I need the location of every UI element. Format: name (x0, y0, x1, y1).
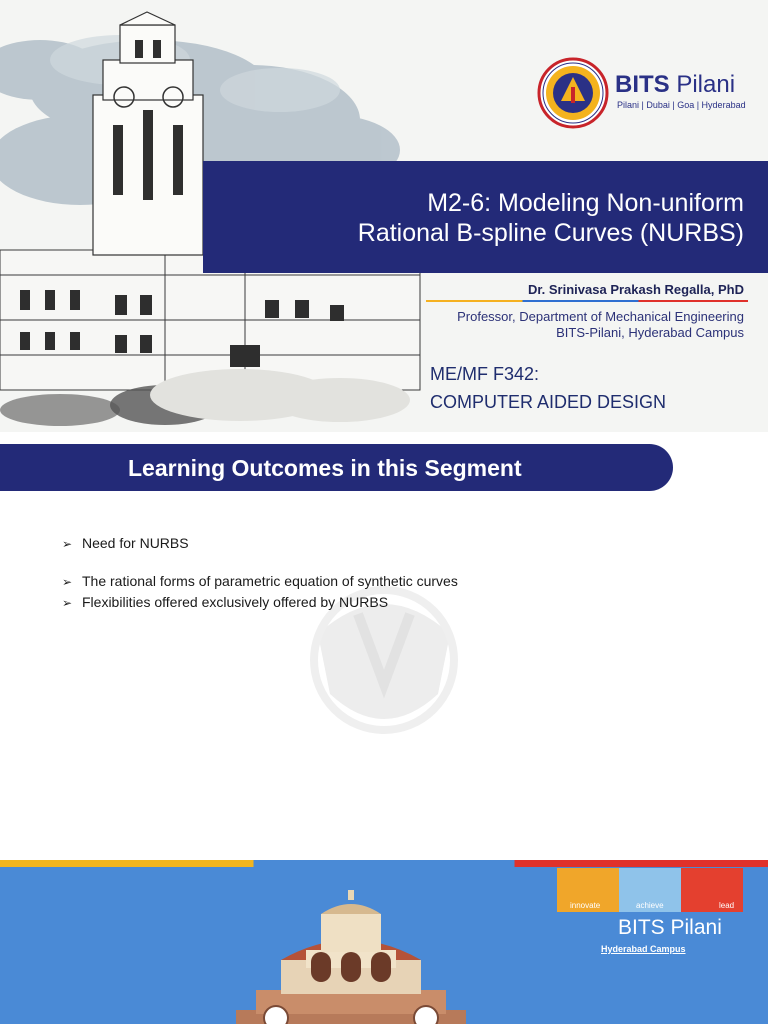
affiliation-line-1: Professor, Department of Mechanical Engineering (457, 309, 744, 324)
tile-achieve-label: achieve (636, 901, 664, 910)
course-name: COMPUTER AIDED DESIGN (430, 392, 667, 412)
section-header-title: Learning Outcomes in this Segment (128, 455, 522, 481)
title-slide (0, 0, 768, 432)
logo-wordmark (615, 71, 735, 99)
affiliation-line-2: BITS-Pilani, Hyderabad Campus (556, 325, 744, 340)
slide-title-line-1: M2-6: Modeling Non-uniform (427, 189, 744, 217)
list-item (62, 573, 458, 589)
list-item-text: Flexibilities offered exclusively offered by NURBS (82, 594, 389, 610)
title-band (203, 161, 768, 273)
tile-lead (681, 868, 743, 912)
bullet-arrow-icon: ➢ (62, 575, 73, 589)
author-divider (426, 300, 748, 302)
clock-tower-illustration (236, 890, 466, 1024)
bits-pilani-logo (537, 57, 746, 135)
tile-innovate-label: innovate (570, 901, 601, 910)
list-item-text: Need for NURBS (82, 535, 189, 551)
tile-achieve (619, 868, 681, 912)
closing-slide (0, 860, 768, 1024)
closing-logo-name: BITS Pilani (618, 916, 722, 939)
list-item-text: The rational forms of parametric equation of synthetic curves (82, 573, 458, 589)
section-header-band (0, 444, 673, 491)
learning-outcomes-slide (0, 444, 768, 860)
motto-tiles (557, 868, 743, 912)
tile-lead-label: lead (719, 901, 735, 910)
color-stripe (0, 860, 768, 867)
bullet-arrow-icon: ➢ (62, 596, 73, 610)
logo-name-regular: Pilani (676, 71, 736, 98)
bullet-arrow-icon: ➢ (62, 537, 73, 551)
tile-innovate (557, 868, 619, 912)
slide-title-line-2: Rational B-spline Curves (NURBS) (357, 219, 744, 247)
logo-locations: Pilani | Dubai | Goa | Hyderabad (617, 100, 746, 110)
closing-campus-link: Hyderabad Campus (601, 944, 686, 954)
logo-name-bold: BITS (615, 71, 670, 98)
list-item (62, 535, 189, 551)
course-code: ME/MF F342: (430, 364, 540, 384)
list-item (62, 594, 388, 610)
bits-seal-icon (537, 57, 609, 129)
author-name: Dr. Srinivasa Prakash Regalla, PhD (527, 282, 744, 297)
